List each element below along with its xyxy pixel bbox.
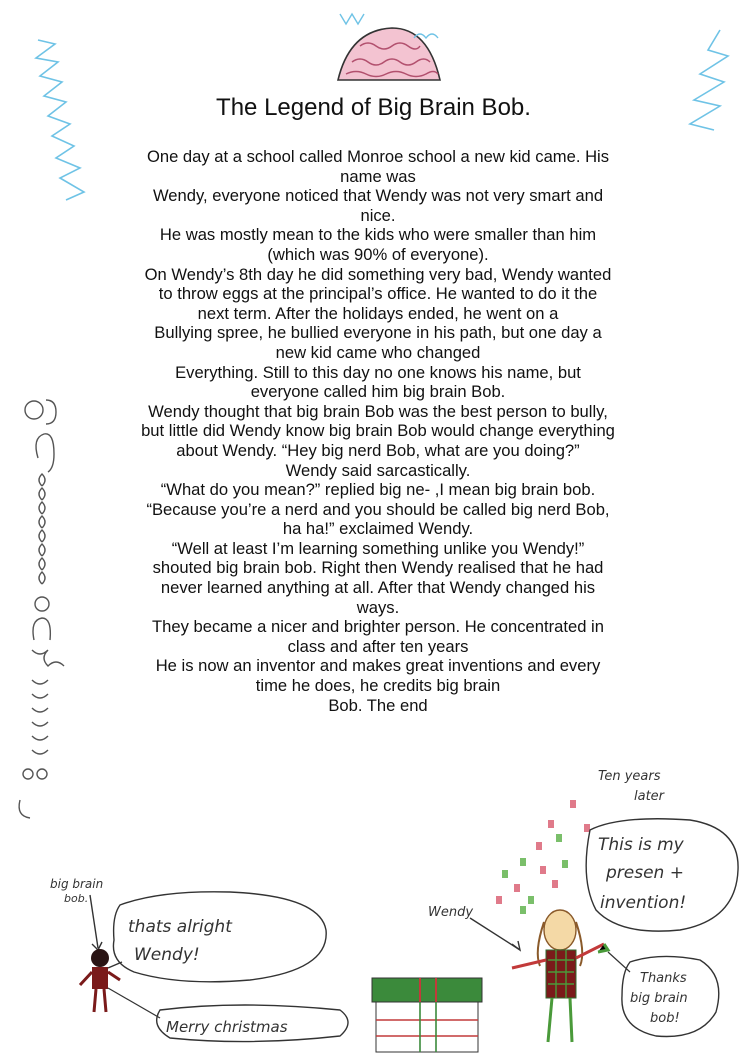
- caption-big-brain: big brain: [50, 877, 104, 891]
- caption-wendy: Wendy: [428, 905, 474, 920]
- bubble-text-merry-christmas: Merry christmas: [166, 1018, 288, 1036]
- story-line: class and after ten years: [287, 636, 469, 656]
- bubble-text-this-is-my: This is my: [598, 835, 684, 855]
- story-line: (which was 90% of everyone).: [267, 244, 489, 264]
- story-line: next term. After the holidays ended, he went on a: [197, 303, 559, 323]
- story-line: Bullying spree, he bullied everyone in his path, but one day a: [154, 323, 602, 343]
- story-line: new kid came who changed: [275, 342, 481, 362]
- bubble-text-big-brain: big brain: [630, 991, 688, 1006]
- story-line: shouted big brain bob. Right then Wendy realised that he had: [152, 558, 604, 578]
- story-line: about Wendy. “Hey big nerd Bob, what are you doing?”: [176, 440, 580, 460]
- wendy-figure: [470, 910, 608, 1042]
- story-line: “Because you’re a nerd and you should be called big nerd Bob,: [146, 499, 610, 519]
- story-line: to throw eggs at the principal’s office. He wanted to do it the: [158, 284, 598, 304]
- story-line: They became a nicer and brighter person. He concentrated in: [152, 617, 604, 637]
- bubble-text-thanks: Thanks: [640, 971, 687, 986]
- gift-icon: [372, 978, 482, 1052]
- story-line: Bob. The end: [328, 695, 428, 715]
- story-line: He is now an inventor and makes great inventions and every: [155, 656, 601, 676]
- story-line: ways.: [356, 597, 400, 617]
- story-line: never learned anything at all. After that Wendy changed his: [160, 578, 596, 598]
- confetti: [496, 800, 590, 914]
- story-line: On Wendy’s 8th day he did something very bad, Wendy wanted: [144, 264, 612, 284]
- bubble-text-invention: invention!: [600, 893, 687, 913]
- story-line: time he does, he credits big brain: [255, 676, 501, 696]
- caption-later: later: [634, 789, 665, 804]
- story-line: name was: [340, 166, 416, 186]
- bubble-text-wendy: Wendy!: [134, 945, 200, 965]
- caption-bob: bob.: [64, 892, 89, 905]
- story-line: “What do you mean?” replied big ne- ,I mean big brain bob.: [160, 480, 596, 500]
- story-line: ha ha!” exclaimed Wendy.: [282, 519, 474, 539]
- bubble-text-present: presen +: [606, 863, 684, 883]
- blue-squiggle-top: [340, 14, 364, 24]
- story-line: Everything. Still to this day no one knows his name, but: [175, 362, 581, 382]
- margin-doodles: [19, 400, 64, 818]
- story-line: Wendy said sarcastically.: [285, 460, 471, 480]
- story-line: everyone called him big brain Bob.: [250, 382, 506, 402]
- story-line: “Well at least I’m learning something unlike you Wendy!”: [171, 538, 585, 558]
- bubble-text-thats-alright: thats alright: [128, 917, 232, 937]
- story-line: but little did Wendy know big brain Bob would change everything: [141, 421, 615, 441]
- story-body: [108, 147, 648, 715]
- story-line: Wendy thought that big brain Bob was the best person to bully,: [148, 401, 608, 421]
- story-line: Wendy, everyone noticed that Wendy was not very smart and: [152, 186, 604, 206]
- story-line: He was mostly mean to the kids who were smaller than him: [159, 225, 597, 245]
- caption-ten-years: Ten years: [598, 769, 661, 784]
- story-line: nice.: [360, 205, 396, 225]
- page-title: The Legend of Big Brain Bob.: [216, 94, 531, 121]
- bubble-text-bob: bob!: [650, 1011, 680, 1026]
- story-line: One day at a school called Monroe school a new kid came. His: [146, 147, 610, 166]
